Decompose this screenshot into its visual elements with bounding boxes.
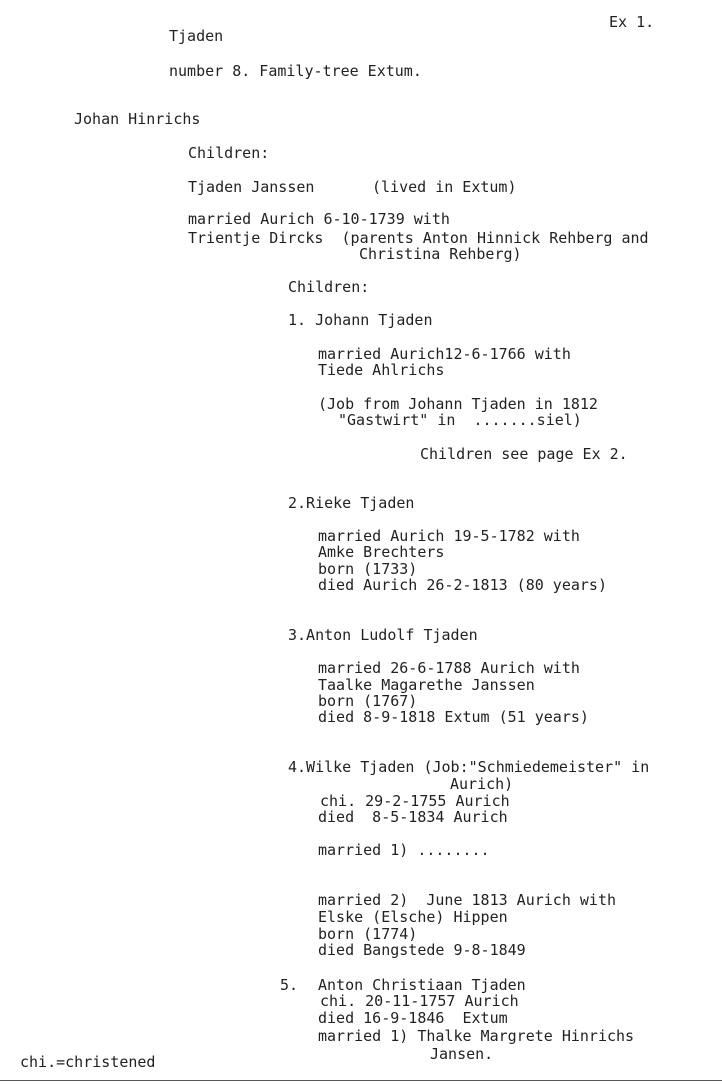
entry-line: died 8-5-1834 Aurich: [318, 808, 508, 826]
entry-line: Jansen.: [430, 1045, 494, 1063]
spouse-line: Trientje Dircks (parents Anton Hinnick Rehberg and: [188, 229, 649, 247]
entry-title: 2.Rieke Tjaden: [288, 494, 415, 512]
entry-line: died 8-9-1818 Extum (51 years): [318, 708, 589, 726]
entry-line: "Gastwirt" in .......siel): [338, 411, 582, 429]
entry-line: died 16-9-1846 Extum: [318, 1009, 508, 1027]
entry-line: (Job from Johann Tjaden in 1812: [318, 395, 598, 413]
entry-line: married 1) Thalke Margrete Hinrichs: [318, 1027, 635, 1045]
entry-line: born (1733): [318, 560, 418, 578]
entry-line: Amke Brechters: [318, 543, 445, 561]
child-note: (lived in Extum): [372, 178, 517, 196]
entry-title: 1. Johann Tjaden: [288, 311, 433, 329]
children-heading: Children:: [188, 144, 270, 162]
entry-line: married 2) June 1813 Aurich with: [318, 891, 617, 909]
entry-title: 4.Wilke Tjaden (Job:"Schmiedemeister" in: [288, 758, 650, 776]
entry-line: died Aurich 26-2-1813 (80 years): [318, 576, 607, 594]
entry-line: married 1) ........: [318, 841, 490, 859]
entry-line: Elske (Elsche) Hippen: [318, 908, 508, 926]
footnote: chi.=christened: [20, 1053, 156, 1071]
entry-line: Children see page Ex 2.: [420, 445, 628, 463]
entry-title: Anton Christiaan Tjaden: [318, 976, 526, 994]
spouse-line-continued: Christina Rehberg): [359, 245, 522, 263]
entry-line: died Bangstede 9-8-1849: [318, 941, 526, 959]
entry-title-continued: Aurich): [450, 775, 514, 793]
entry-title: 3.Anton Ludolf Tjaden: [288, 626, 478, 644]
entry-line: chi. 29-2-1755 Aurich: [320, 792, 510, 810]
entry-line: chi. 20-11-1757 Aurich: [320, 992, 519, 1010]
page-reference: Ex 1.: [609, 13, 655, 31]
family-surname: Tjaden: [169, 27, 224, 45]
entry-line: Taalke Magarethe Janssen: [318, 676, 535, 694]
entry-number: 5.: [280, 976, 299, 994]
entry-line: married 26-6-1788 Aurich with: [318, 659, 580, 677]
children-heading: Children:: [288, 278, 370, 296]
marriage-line: married Aurich 6-10-1739 with: [188, 210, 450, 228]
entry-line: married Aurich12-6-1766 with: [318, 345, 571, 363]
entry-line: born (1767): [318, 692, 418, 710]
patriarch-name: Johan Hinrichs: [74, 110, 201, 128]
entry-line: Tiede Ahlrichs: [318, 361, 445, 379]
document-subtitle: number 8. Family-tree Extum.: [169, 62, 422, 80]
entry-line: born (1774): [318, 925, 418, 943]
entry-line: married Aurich 19-5-1782 with: [318, 527, 580, 545]
page-bottom-rule: [0, 1080, 722, 1081]
child-name: Tjaden Janssen: [188, 178, 315, 196]
